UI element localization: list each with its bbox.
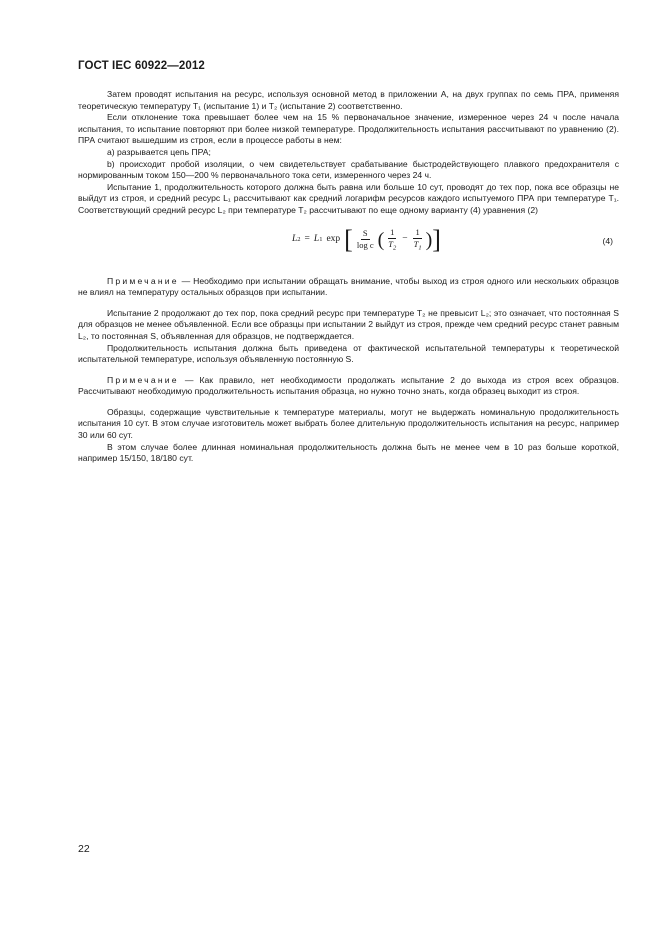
right-bracket: ] (432, 224, 441, 254)
paragraph: Продолжительность испытания должна быть приведена от фактической испытательной температуры к теоретической испытательной температуре, используя объявленную постоянную S. (78, 342, 619, 365)
formula-lhs: L (292, 234, 298, 245)
note (78, 375, 619, 398)
fraction-numerator: S (362, 228, 368, 239)
page-number: 22 (78, 843, 90, 855)
list-item: b) происходит пробой изоляции, о чем свидетельствует срабатывание быстродействующего плавкого предохранителя с нормированным током 150—200 % первоначального тока сети, измеренного через 24 ч. (78, 158, 619, 181)
fraction-denominator: $T_1$ (413, 238, 422, 252)
note-text: — Необходимо при испытании обращать внимание, чтобы выход из строя одного или нескольких образцов не влиял на температуру остальных образцов при испытании. (78, 275, 619, 298)
fraction-1-t2 (386, 227, 398, 254)
formula-exp: exp (326, 234, 341, 245)
fraction-denominator: log c (356, 240, 374, 251)
paragraph: Испытание 1, продолжительность которого должна быть равна или больше 10 сут, проводят до тех пор, пока все образцы не выйдут из строя, и средний ресурс L₁ рассчитывают как средний логарифм ресурсов каждого испытуемого ПРА при температуре T₁. Соответствующий средний ресурс L₂ при температуре T₂ рассчитывают по еще одному варианту (4) уравнения (2) (78, 181, 619, 215)
formula-body (292, 224, 441, 254)
formula-l1-sub: 1 (319, 236, 323, 244)
document-header: ГОСТ IEC 60922—2012 (78, 60, 205, 72)
formula-number: (4) (602, 235, 613, 246)
note-label: Примечание (107, 275, 179, 286)
formula-4 (78, 217, 619, 267)
formula-l1: L (313, 234, 320, 245)
note (78, 276, 619, 299)
formula-minus: − (402, 234, 408, 245)
fraction-numerator: 1 (415, 226, 420, 237)
page-body (78, 89, 619, 465)
note-text: — Как правило, нет необходимости продолжать испытание 2 до выхода из строя всех образцов. Рассчитывают необходимую продолжительность испытания образца, но нужно точно знать, когда образец выходит из строя. (78, 374, 619, 397)
formula-lhs-sub: 2 (297, 236, 301, 244)
right-paren: ) (425, 228, 433, 251)
note-label: Примечание (107, 374, 179, 385)
left-bracket: [ (344, 224, 353, 254)
fraction-denominator: $T_2$ (388, 238, 397, 252)
fraction-1-t1 (412, 227, 424, 254)
paragraph: Затем проводят испытания на ресурс, используя основной метод в приложении А, на двух группах по семь ПРА, применяя теоретическую температуру T₁ (испытание 1) и T₂ (испытание 2) соответственно. (78, 89, 619, 111)
fraction-numerator: 1 (390, 226, 395, 237)
list-item: a) разрывается цепь ПРА; (107, 146, 211, 157)
paragraph: В этом случае более длинная номинальная продолжительность должна быть не менее чем в 10 раз больше короткой, например 15/150, 18/180 сут. (78, 441, 619, 464)
fraction-s-logc (355, 228, 376, 251)
paragraph: Образцы, содержащие чувствительные к температуре материалы, могут не выдержать номинальную продолжительность испытания 10 сут. В этом случае изготовитель может выбрать более длительную продолжительность испытания на ресурс, например 30 или 60 сут. (78, 406, 619, 441)
formula-equals: = (304, 234, 310, 245)
paragraph: Если отклонение тока превышает более чем на 15 % первоначальное значение, измеренное через 24 ч после начала испытания, то испытание повторяют при более низкой температуре. Продолжительность испытания рассчитывают по уравнению (2). ПРА считают вышедшим из строя, если в процессе работы в нем: (78, 112, 619, 146)
paragraph: Испытание 2 продолжают до тех пор, пока средний ресурс при температуре T₂ не превысит L₂; это означает, что постоянная S для образцов не менее объявленной. Если все образцы при испытании 2 выйдут из строя, прежде чем средний ресурс станет равным L₂, то постоянная S, объявленная для образцов, не подтверждается. (78, 307, 619, 341)
left-paren: ( (377, 228, 385, 251)
